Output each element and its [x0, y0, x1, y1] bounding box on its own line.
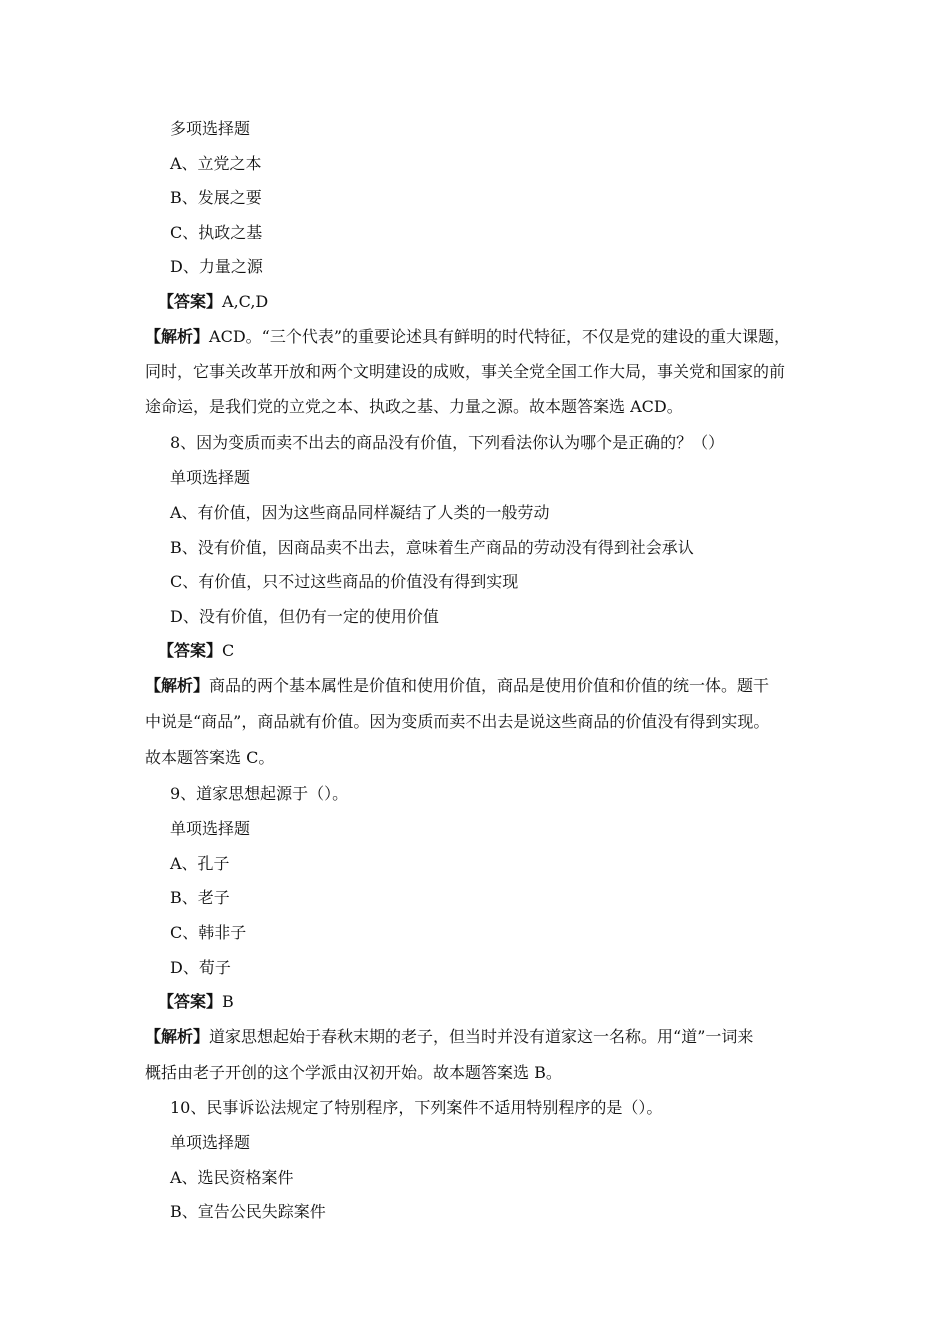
question-type: 多项选择题	[170, 119, 251, 138]
option-d: D、荀子	[170, 958, 231, 977]
answer-label: 【答案】	[158, 292, 223, 311]
option-d: D、力量之源	[170, 257, 263, 276]
option-b: B、宣告公民失踪案件	[170, 1202, 326, 1221]
option-a: A、立党之本	[170, 154, 262, 173]
analysis-line: 故本题答案选 C。	[145, 748, 275, 767]
analysis-text: 道家思想起始于春秋末期的老子，但当时并没有道家这一名称。用“道”一词来	[209, 1027, 754, 1046]
analysis-label: 【解析】	[145, 1027, 210, 1046]
answer-line	[158, 992, 234, 1012]
answer-label: 【答案】	[158, 992, 223, 1011]
answer-line	[158, 292, 268, 312]
question-type: 单项选择题	[170, 819, 251, 838]
analysis-line: 中说是“商品”，商品就有价值。因为变质而卖不出去是说这些商品的价值没有得到实现。	[145, 712, 770, 731]
answer-line	[158, 641, 234, 661]
question-stem: 10、民事诉讼法规定了特别程序，下列案件不适用特别程序的是（）。	[170, 1098, 663, 1117]
option-a: A、孔子	[170, 854, 230, 873]
option-b: B、老子	[170, 888, 230, 907]
option-b: B、发展之要	[170, 188, 262, 207]
question-type: 单项选择题	[170, 1133, 251, 1152]
analysis-line: 概括由老子开创的这个学派由汉初开始。故本题答案选 B。	[145, 1063, 562, 1082]
answer-value: C	[222, 641, 235, 660]
option-c: C、执政之基	[170, 223, 263, 242]
answer-label: 【答案】	[158, 641, 223, 660]
analysis-line	[145, 327, 790, 347]
analysis-text: ACD。“三个代表”的重要论述具有鲜明的时代特征，不仅是党的建设的重大课题，	[209, 327, 791, 346]
answer-value: B	[222, 992, 234, 1011]
question-stem: 8、因为变质而卖不出去的商品没有价值，下列看法你认为哪个是正确的？（）	[170, 433, 725, 452]
analysis-label: 【解析】	[145, 676, 210, 695]
analysis-line: 同时，它事关改革开放和两个文明建设的成败，事关全党全国工作大局，事关党和国家的前	[145, 362, 786, 381]
option-b: B、没有价值，因商品卖不出去，意味着生产商品的劳动没有得到社会承认	[170, 538, 694, 557]
option-c: C、有价值，只不过这些商品的价值没有得到实现	[170, 572, 519, 591]
analysis-text: 商品的两个基本属性是价值和使用价值，商品是使用价值和价值的统一体。题干	[209, 676, 770, 695]
answer-value: A,C,D	[222, 292, 269, 311]
analysis-line: 途命运，是我们党的立党之本、执政之基、力量之源。故本题答案选 ACD。	[145, 397, 683, 416]
question-stem: 9、道家思想起源于（）。	[170, 784, 349, 803]
analysis-line	[145, 1027, 753, 1047]
analysis-label: 【解析】	[145, 327, 210, 346]
option-a: A、有价值，因为这些商品同样凝结了人类的一般劳动	[170, 503, 550, 522]
question-type: 单项选择题	[170, 468, 251, 487]
analysis-line	[145, 676, 769, 696]
option-c: C、韩非子	[170, 923, 247, 942]
option-d: D、没有价值，但仍有一定的使用价值	[170, 607, 439, 626]
option-a: A、选民资格案件	[170, 1168, 294, 1187]
